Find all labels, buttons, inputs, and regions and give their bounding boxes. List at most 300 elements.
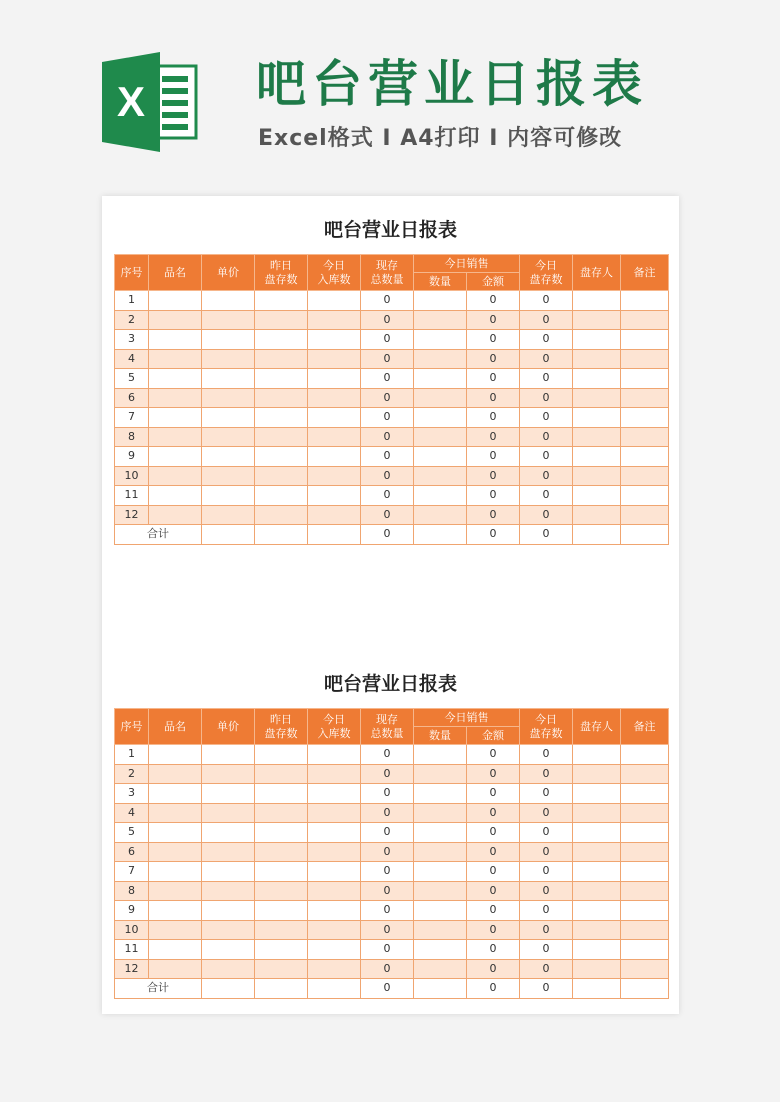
cell-sales-qty[interactable]: [414, 823, 467, 843]
cell-today-inbound[interactable]: [308, 486, 361, 506]
cell-price[interactable]: [202, 291, 255, 311]
cell-yesterday-stock[interactable]: [255, 784, 308, 804]
cell-stock-total[interactable]: 0: [361, 745, 414, 765]
header-seq: 序号: [115, 255, 149, 291]
cell-today-stock[interactable]: 0: [520, 408, 573, 428]
cell-name[interactable]: [149, 466, 202, 486]
cell-today-stock[interactable]: 0: [520, 803, 573, 823]
cell-seq[interactable]: 10: [115, 920, 149, 940]
header-seq: 序号: [115, 709, 149, 745]
cell-checker[interactable]: [573, 745, 621, 765]
cell-remark[interactable]: [621, 369, 669, 389]
cell-sales-amount[interactable]: 0: [467, 784, 520, 804]
cell-seq[interactable]: 6: [115, 842, 149, 862]
cell-seq[interactable]: 11: [115, 940, 149, 960]
cell-name[interactable]: [149, 881, 202, 901]
cell-yesterday-stock[interactable]: [255, 408, 308, 428]
cell-total-inbound[interactable]: [308, 525, 361, 545]
cell-remark[interactable]: [621, 881, 669, 901]
cell-total-remark[interactable]: [621, 525, 669, 545]
cell-total-today-stock[interactable]: 0: [520, 979, 573, 999]
cell-price[interactable]: [202, 505, 255, 525]
cell-today-inbound[interactable]: [308, 310, 361, 330]
cell-today-inbound[interactable]: [308, 505, 361, 525]
cell-sales-qty[interactable]: [414, 901, 467, 921]
cell-yesterday-stock[interactable]: [255, 901, 308, 921]
cell-today-stock[interactable]: 0: [520, 901, 573, 921]
cell-total-amount[interactable]: 0: [467, 525, 520, 545]
cell-sales-amount[interactable]: 0: [467, 920, 520, 940]
cell-total-today-stock[interactable]: 0: [520, 525, 573, 545]
cell-yesterday-stock[interactable]: [255, 862, 308, 882]
report-table: [114, 254, 669, 545]
cell-today-stock[interactable]: 0: [520, 745, 573, 765]
table-row: [115, 745, 669, 765]
cell-checker[interactable]: [573, 901, 621, 921]
cell-price[interactable]: [202, 823, 255, 843]
cell-seq[interactable]: 12: [115, 505, 149, 525]
cell-stock-total[interactable]: 0: [361, 764, 414, 784]
cell-yesterday-stock[interactable]: [255, 427, 308, 447]
cell-remark[interactable]: [621, 764, 669, 784]
cell-price[interactable]: [202, 784, 255, 804]
cell-sales-amount[interactable]: 0: [467, 803, 520, 823]
cell-sales-qty[interactable]: [414, 388, 467, 408]
table-row: [115, 862, 669, 882]
cell-checker[interactable]: [573, 784, 621, 804]
cell-today-inbound[interactable]: [308, 901, 361, 921]
cell-stock-total[interactable]: 0: [361, 349, 414, 369]
cell-today-stock[interactable]: 0: [520, 842, 573, 862]
cell-today-inbound[interactable]: [308, 745, 361, 765]
cell-seq[interactable]: 7: [115, 862, 149, 882]
cell-remark[interactable]: [621, 330, 669, 350]
cell-seq[interactable]: 8: [115, 881, 149, 901]
cell-sales-qty[interactable]: [414, 764, 467, 784]
cell-yesterday-stock[interactable]: [255, 881, 308, 901]
cell-seq[interactable]: 7: [115, 408, 149, 428]
cell-today-inbound[interactable]: [308, 842, 361, 862]
cell-today-stock[interactable]: 0: [520, 427, 573, 447]
cell-stock-total[interactable]: 0: [361, 427, 414, 447]
header-name: 品名: [149, 255, 202, 291]
cell-name[interactable]: [149, 745, 202, 765]
cell-sales-qty[interactable]: [414, 349, 467, 369]
cell-sales-amount[interactable]: 0: [467, 349, 520, 369]
cell-today-inbound[interactable]: [308, 388, 361, 408]
cell-today-inbound[interactable]: [308, 369, 361, 389]
cell-name[interactable]: [149, 447, 202, 467]
cell-sales-amount[interactable]: 0: [467, 408, 520, 428]
cell-today-stock[interactable]: 0: [520, 959, 573, 979]
cell-sales-amount[interactable]: 0: [467, 881, 520, 901]
cell-seq[interactable]: 3: [115, 784, 149, 804]
cell-sales-amount[interactable]: 0: [467, 745, 520, 765]
cell-price[interactable]: [202, 349, 255, 369]
cell-price[interactable]: [202, 901, 255, 921]
cell-sales-amount[interactable]: 0: [467, 427, 520, 447]
cell-checker[interactable]: [573, 427, 621, 447]
cell-checker[interactable]: [573, 291, 621, 311]
cell-total-label[interactable]: 合计: [115, 979, 202, 999]
cell-seq[interactable]: 1: [115, 745, 149, 765]
cell-name[interactable]: [149, 842, 202, 862]
cell-yesterday-stock[interactable]: [255, 803, 308, 823]
cell-price[interactable]: [202, 862, 255, 882]
cell-sales-qty[interactable]: [414, 803, 467, 823]
cell-sales-amount[interactable]: 0: [467, 505, 520, 525]
cell-sales-amount[interactable]: 0: [467, 842, 520, 862]
cell-stock-total[interactable]: 0: [361, 784, 414, 804]
cell-remark[interactable]: [621, 291, 669, 311]
cell-stock-total[interactable]: 0: [361, 881, 414, 901]
cell-name[interactable]: [149, 784, 202, 804]
cell-remark[interactable]: [621, 505, 669, 525]
cell-name[interactable]: [149, 920, 202, 940]
cell-total-yesterday[interactable]: [255, 979, 308, 999]
cell-yesterday-stock[interactable]: [255, 388, 308, 408]
cell-today-stock[interactable]: 0: [520, 486, 573, 506]
cell-remark[interactable]: [621, 940, 669, 960]
header-sales-amount: 金额: [467, 273, 520, 291]
cell-name[interactable]: [149, 940, 202, 960]
cell-checker[interactable]: [573, 466, 621, 486]
cell-name[interactable]: [149, 291, 202, 311]
cell-checker[interactable]: [573, 881, 621, 901]
cell-today-inbound[interactable]: [308, 427, 361, 447]
cell-price[interactable]: [202, 881, 255, 901]
cell-sales-amount[interactable]: 0: [467, 486, 520, 506]
cell-sales-qty[interactable]: [414, 427, 467, 447]
cell-name[interactable]: [149, 408, 202, 428]
cell-seq[interactable]: 5: [115, 823, 149, 843]
cell-name[interactable]: [149, 505, 202, 525]
cell-name[interactable]: [149, 427, 202, 447]
cell-yesterday-stock[interactable]: [255, 291, 308, 311]
cell-price[interactable]: [202, 486, 255, 506]
cell-name[interactable]: [149, 369, 202, 389]
cell-remark[interactable]: [621, 959, 669, 979]
cell-total-inbound[interactable]: [308, 979, 361, 999]
cell-yesterday-stock[interactable]: [255, 369, 308, 389]
cell-yesterday-stock[interactable]: [255, 330, 308, 350]
cell-remark[interactable]: [621, 862, 669, 882]
table-row: [115, 803, 669, 823]
cell-yesterday-stock[interactable]: [255, 447, 308, 467]
cell-total-remark[interactable]: [621, 979, 669, 999]
cell-remark[interactable]: [621, 842, 669, 862]
cell-yesterday-stock[interactable]: [255, 466, 308, 486]
cell-remark[interactable]: [621, 447, 669, 467]
cell-stock-total[interactable]: 0: [361, 466, 414, 486]
cell-seq[interactable]: 6: [115, 388, 149, 408]
cell-name[interactable]: [149, 764, 202, 784]
cell-sales-qty[interactable]: [414, 505, 467, 525]
cell-checker[interactable]: [573, 823, 621, 843]
cell-seq[interactable]: 2: [115, 310, 149, 330]
cell-checker[interactable]: [573, 330, 621, 350]
cell-price[interactable]: [202, 745, 255, 765]
cell-total-stock[interactable]: 0: [361, 525, 414, 545]
cell-today-stock[interactable]: 0: [520, 764, 573, 784]
cell-remark[interactable]: [621, 784, 669, 804]
header-today-sales: 今日销售: [414, 255, 520, 273]
cell-price[interactable]: [202, 447, 255, 467]
cell-seq[interactable]: 9: [115, 447, 149, 467]
cell-name[interactable]: [149, 310, 202, 330]
cell-today-stock[interactable]: 0: [520, 388, 573, 408]
cell-checker[interactable]: [573, 862, 621, 882]
cell-seq[interactable]: 1: [115, 291, 149, 311]
cell-yesterday-stock[interactable]: [255, 940, 308, 960]
cell-total-label[interactable]: 合计: [115, 525, 202, 545]
cell-price[interactable]: [202, 764, 255, 784]
cell-name[interactable]: [149, 330, 202, 350]
cell-total-checker[interactable]: [573, 979, 621, 999]
cell-sales-amount[interactable]: 0: [467, 959, 520, 979]
cell-sales-qty[interactable]: [414, 291, 467, 311]
cell-today-stock[interactable]: 0: [520, 447, 573, 467]
cell-stock-total[interactable]: 0: [361, 310, 414, 330]
cell-checker[interactable]: [573, 920, 621, 940]
cell-total-checker[interactable]: [573, 525, 621, 545]
cell-today-inbound[interactable]: [308, 881, 361, 901]
cell-sales-amount[interactable]: 0: [467, 823, 520, 843]
cell-total-price[interactable]: [202, 979, 255, 999]
cell-sales-qty[interactable]: [414, 784, 467, 804]
cell-seq[interactable]: 9: [115, 901, 149, 921]
cell-stock-total[interactable]: 0: [361, 842, 414, 862]
cell-sales-qty[interactable]: [414, 745, 467, 765]
cell-name[interactable]: [149, 486, 202, 506]
cell-today-inbound[interactable]: [308, 823, 361, 843]
cell-today-stock[interactable]: 0: [520, 920, 573, 940]
cell-stock-total[interactable]: 0: [361, 803, 414, 823]
cell-remark[interactable]: [621, 349, 669, 369]
cell-checker[interactable]: [573, 349, 621, 369]
cell-checker[interactable]: [573, 959, 621, 979]
cell-price[interactable]: [202, 466, 255, 486]
cell-stock-total[interactable]: 0: [361, 369, 414, 389]
cell-sales-amount[interactable]: 0: [467, 310, 520, 330]
cell-checker[interactable]: [573, 388, 621, 408]
cell-price[interactable]: [202, 842, 255, 862]
cell-yesterday-stock[interactable]: [255, 486, 308, 506]
table-row: [115, 823, 669, 843]
cell-today-stock[interactable]: 0: [520, 940, 573, 960]
cell-stock-total[interactable]: 0: [361, 862, 414, 882]
cell-name[interactable]: [149, 901, 202, 921]
header-today-sales: 今日销售: [414, 709, 520, 727]
cell-stock-total[interactable]: 0: [361, 447, 414, 467]
cell-today-inbound[interactable]: [308, 803, 361, 823]
cell-remark[interactable]: [621, 901, 669, 921]
cell-sales-amount[interactable]: 0: [467, 862, 520, 882]
cell-today-inbound[interactable]: [308, 862, 361, 882]
cell-sales-qty[interactable]: [414, 369, 467, 389]
cell-price[interactable]: [202, 920, 255, 940]
cell-sales-amount[interactable]: 0: [467, 940, 520, 960]
cell-price[interactable]: [202, 803, 255, 823]
cell-checker[interactable]: [573, 486, 621, 506]
cell-checker[interactable]: [573, 842, 621, 862]
cell-name[interactable]: [149, 823, 202, 843]
cell-remark[interactable]: [621, 310, 669, 330]
cell-name[interactable]: [149, 862, 202, 882]
cell-remark[interactable]: [621, 486, 669, 506]
header-sales-qty: 数量: [414, 727, 467, 745]
cell-today-stock[interactable]: 0: [520, 291, 573, 311]
cell-sales-amount[interactable]: 0: [467, 764, 520, 784]
cell-sales-qty[interactable]: [414, 881, 467, 901]
cell-total-stock[interactable]: 0: [361, 979, 414, 999]
cell-sales-qty[interactable]: [414, 940, 467, 960]
cell-checker[interactable]: [573, 505, 621, 525]
cell-sales-qty[interactable]: [414, 447, 467, 467]
cell-checker[interactable]: [573, 447, 621, 467]
cell-seq[interactable]: 8: [115, 427, 149, 447]
cell-seq[interactable]: 11: [115, 486, 149, 506]
cell-checker[interactable]: [573, 940, 621, 960]
cell-stock-total[interactable]: 0: [361, 408, 414, 428]
cell-sales-amount[interactable]: 0: [467, 330, 520, 350]
cell-price[interactable]: [202, 330, 255, 350]
cell-remark[interactable]: [621, 427, 669, 447]
cell-checker[interactable]: [573, 803, 621, 823]
cell-seq[interactable]: 4: [115, 803, 149, 823]
cell-total-yesterday[interactable]: [255, 525, 308, 545]
cell-seq[interactable]: 2: [115, 764, 149, 784]
cell-seq[interactable]: 4: [115, 349, 149, 369]
cell-today-inbound[interactable]: [308, 408, 361, 428]
cell-today-stock[interactable]: 0: [520, 505, 573, 525]
cell-sales-qty[interactable]: [414, 842, 467, 862]
cell-total-qty[interactable]: [414, 525, 467, 545]
cell-today-inbound[interactable]: [308, 764, 361, 784]
cell-total-price[interactable]: [202, 525, 255, 545]
sheet-paper: [102, 196, 679, 1014]
cell-price[interactable]: [202, 310, 255, 330]
cell-today-inbound[interactable]: [308, 330, 361, 350]
cell-sales-qty[interactable]: [414, 486, 467, 506]
cell-total-amount[interactable]: 0: [467, 979, 520, 999]
header-today-inbound: 今日 入库数: [308, 255, 361, 291]
cell-sales-amount[interactable]: 0: [467, 369, 520, 389]
cell-stock-total[interactable]: 0: [361, 388, 414, 408]
cell-price[interactable]: [202, 427, 255, 447]
cell-yesterday-stock[interactable]: [255, 310, 308, 330]
cell-seq[interactable]: 10: [115, 466, 149, 486]
cell-yesterday-stock[interactable]: [255, 745, 308, 765]
cell-yesterday-stock[interactable]: [255, 764, 308, 784]
cell-remark[interactable]: [621, 745, 669, 765]
cell-stock-total[interactable]: 0: [361, 486, 414, 506]
cell-sales-qty[interactable]: [414, 408, 467, 428]
cell-today-inbound[interactable]: [308, 447, 361, 467]
cell-sales-qty[interactable]: [414, 862, 467, 882]
cell-sales-amount[interactable]: 0: [467, 466, 520, 486]
cell-sales-amount[interactable]: 0: [467, 447, 520, 467]
cell-sales-amount[interactable]: 0: [467, 901, 520, 921]
cell-remark[interactable]: [621, 408, 669, 428]
cell-today-inbound[interactable]: [308, 920, 361, 940]
cell-remark[interactable]: [621, 823, 669, 843]
cell-checker[interactable]: [573, 310, 621, 330]
cell-stock-total[interactable]: 0: [361, 940, 414, 960]
cell-today-inbound[interactable]: [308, 940, 361, 960]
cell-today-inbound[interactable]: [308, 784, 361, 804]
excel-logo-letter: X: [116, 78, 146, 125]
cell-name[interactable]: [149, 388, 202, 408]
cell-stock-total[interactable]: 0: [361, 330, 414, 350]
cell-today-stock[interactable]: 0: [520, 330, 573, 350]
cell-today-stock[interactable]: 0: [520, 466, 573, 486]
cell-name[interactable]: [149, 959, 202, 979]
cell-yesterday-stock[interactable]: [255, 959, 308, 979]
cell-today-stock[interactable]: 0: [520, 310, 573, 330]
cell-today-inbound[interactable]: [308, 291, 361, 311]
cell-sales-qty[interactable]: [414, 920, 467, 940]
cell-total-qty[interactable]: [414, 979, 467, 999]
cell-sales-qty[interactable]: [414, 330, 467, 350]
cell-today-stock[interactable]: 0: [520, 881, 573, 901]
cell-seq[interactable]: 5: [115, 369, 149, 389]
cell-yesterday-stock[interactable]: [255, 505, 308, 525]
cell-today-stock[interactable]: 0: [520, 369, 573, 389]
cell-sales-qty[interactable]: [414, 959, 467, 979]
cell-stock-total[interactable]: 0: [361, 901, 414, 921]
table-row: [115, 330, 669, 350]
cell-price[interactable]: [202, 408, 255, 428]
cell-stock-total[interactable]: 0: [361, 505, 414, 525]
cell-today-inbound[interactable]: [308, 349, 361, 369]
cell-today-stock[interactable]: 0: [520, 862, 573, 882]
cell-sales-amount[interactable]: 0: [467, 388, 520, 408]
cell-yesterday-stock[interactable]: [255, 823, 308, 843]
cell-stock-total[interactable]: 0: [361, 291, 414, 311]
cell-checker[interactable]: [573, 764, 621, 784]
cell-price[interactable]: [202, 959, 255, 979]
cell-today-stock[interactable]: 0: [520, 823, 573, 843]
cell-sales-qty[interactable]: [414, 466, 467, 486]
cell-remark[interactable]: [621, 388, 669, 408]
cell-today-inbound[interactable]: [308, 466, 361, 486]
cell-price[interactable]: [202, 388, 255, 408]
cell-today-stock[interactable]: 0: [520, 349, 573, 369]
cell-remark[interactable]: [621, 803, 669, 823]
cell-stock-total[interactable]: 0: [361, 920, 414, 940]
cell-today-inbound[interactable]: [308, 959, 361, 979]
cell-yesterday-stock[interactable]: [255, 842, 308, 862]
cell-seq[interactable]: 3: [115, 330, 149, 350]
cell-price[interactable]: [202, 369, 255, 389]
cell-remark[interactable]: [621, 466, 669, 486]
cell-stock-total[interactable]: 0: [361, 823, 414, 843]
cell-stock-total[interactable]: 0: [361, 959, 414, 979]
cell-name[interactable]: [149, 349, 202, 369]
cell-seq[interactable]: 12: [115, 959, 149, 979]
cell-price[interactable]: [202, 940, 255, 960]
cell-yesterday-stock[interactable]: [255, 920, 308, 940]
cell-sales-amount[interactable]: 0: [467, 291, 520, 311]
cell-yesterday-stock[interactable]: [255, 349, 308, 369]
cell-remark[interactable]: [621, 920, 669, 940]
cell-checker[interactable]: [573, 369, 621, 389]
cell-name[interactable]: [149, 803, 202, 823]
cell-sales-qty[interactable]: [414, 310, 467, 330]
cell-checker[interactable]: [573, 408, 621, 428]
cell-today-stock[interactable]: 0: [520, 784, 573, 804]
